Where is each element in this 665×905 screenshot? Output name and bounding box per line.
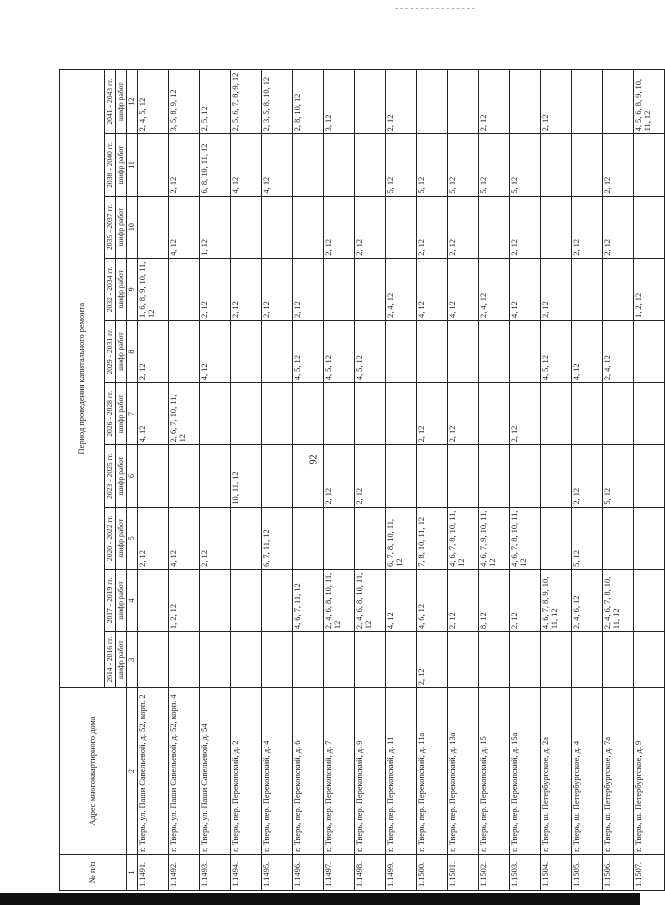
work-code-cell	[324, 507, 355, 569]
address-cell: г. Тверь, ул. Паши Савельевой, д. 52, корп. 4	[169, 688, 200, 855]
period-header: 2032 - 2034 гг.	[105, 258, 116, 320]
work-code-cell	[634, 134, 665, 196]
work-code-cell: 2, 12	[541, 258, 572, 320]
work-code-cell	[634, 569, 665, 631]
work-code-cell	[479, 445, 510, 507]
work-code-cell: 4, 6, 7, 8, 10, 11, 12	[510, 507, 541, 569]
address-cell: г. Тверь, пер. Перекопский, д. 9	[355, 688, 386, 855]
address-cell: г. Тверь, пер. Перекопский, д. 2	[231, 688, 262, 855]
column-number: 5	[127, 507, 138, 569]
column-number: 8	[127, 320, 138, 382]
work-code-cell: 4, 12	[138, 383, 169, 445]
work-code-cell	[572, 70, 603, 134]
table-row	[634, 70, 665, 891]
period-header: 2020 - 2022 гг.	[105, 507, 116, 569]
work-code-cell: 2, 12	[324, 196, 355, 258]
column-number: 6	[127, 445, 138, 507]
work-code-cell	[386, 196, 417, 258]
period-header: 2014 - 2016 гг.	[105, 632, 116, 688]
work-code-cell: 4, 12	[417, 258, 448, 320]
work-code-cell	[293, 632, 324, 688]
work-code-cell	[262, 320, 293, 382]
work-code-cell: 5, 12	[479, 134, 510, 196]
work-code-cell: 2, 12	[572, 196, 603, 258]
row-number: 1.1491.	[138, 854, 169, 890]
work-code-cell	[262, 445, 293, 507]
row-number: 1.1506.	[603, 854, 634, 890]
work-code-header: шифр работ	[116, 383, 127, 445]
row-number: 1.1497.	[324, 854, 355, 890]
work-code-cell	[448, 320, 479, 382]
work-code-cell: 2, 12	[448, 383, 479, 445]
work-code-cell	[355, 507, 386, 569]
address-cell: г. Тверь, ул. Паши Савельевой, д. 52, корп. 2	[138, 688, 169, 855]
work-code-cell: 5, 12	[386, 134, 417, 196]
work-code-cell	[169, 445, 200, 507]
address-cell: г. Тверь, ш. Петербургское, д. 7а	[603, 688, 634, 855]
address-cell: г. Тверь, пер. Перекопский, д. 13а	[448, 688, 479, 855]
work-code-cell: 2, 4, 6, 8, 10, 11, 12	[324, 569, 355, 631]
address-cell: г. Тверь, пер. Перекопский, д. 4	[262, 688, 293, 855]
work-code-cell: 2, 12	[231, 258, 262, 320]
work-code-cell: 4, 12	[448, 258, 479, 320]
work-code-cell	[262, 383, 293, 445]
work-code-cell	[355, 258, 386, 320]
work-code-cell: 4, 12	[231, 134, 262, 196]
column-number: 3	[127, 632, 138, 688]
period-group-header: Период проведения капитального ремонта	[60, 70, 105, 688]
work-code-cell	[231, 632, 262, 688]
table-row	[417, 70, 448, 891]
work-code-cell: 2, 12	[293, 258, 324, 320]
work-code-cell: 4, 6, 7, 9, 10, 11, 12	[479, 507, 510, 569]
work-code-cell: 4, 5, 12	[541, 320, 572, 382]
work-code-cell	[324, 258, 355, 320]
work-code-cell: 4, 5, 12	[324, 320, 355, 382]
row-number: 1.1495.	[262, 854, 293, 890]
column-number: 11	[127, 134, 138, 196]
table-row	[603, 70, 634, 891]
address-cell: г. Тверь, ш. Петербургское, д. 2а	[541, 688, 572, 855]
work-code-cell	[138, 196, 169, 258]
work-code-cell: 2, 4, 6, 8, 10, 11, 12	[355, 569, 386, 631]
work-code-cell: 2, 12	[200, 258, 231, 320]
work-code-cell: 2, 12	[541, 70, 572, 134]
row-number: 1.1496.	[293, 854, 324, 890]
work-code-cell	[138, 445, 169, 507]
work-code-cell	[479, 196, 510, 258]
work-code-cell	[231, 196, 262, 258]
row-number: 1.1499.	[386, 854, 417, 890]
row-number: 1.1502.	[479, 854, 510, 890]
work-code-cell	[541, 445, 572, 507]
work-code-cell: 4, 12	[510, 258, 541, 320]
table-row	[479, 70, 510, 891]
work-code-cell: 2, 8, 10, 12	[293, 70, 324, 134]
work-code-cell: 4, 6, 7, 8, 9, 10, 11, 12	[541, 569, 572, 631]
work-code-cell	[262, 569, 293, 631]
work-code-cell	[324, 134, 355, 196]
work-code-header: шифр работ	[116, 569, 127, 631]
work-code-cell: 2, 12	[479, 70, 510, 134]
work-code-cell	[603, 383, 634, 445]
work-code-cell	[262, 196, 293, 258]
scan-edge-shadow	[0, 893, 640, 905]
work-code-cell: 6, 7, 8, 10, 11, 12	[386, 507, 417, 569]
work-code-cell: 4, 6, 7, 8, 10, 11, 12	[448, 507, 479, 569]
work-code-cell: 2, 4, 12	[479, 258, 510, 320]
address-cell: г. Тверь, пер. Перекопский, д. 15	[479, 688, 510, 855]
work-code-cell	[386, 632, 417, 688]
period-header: 2041 - 2043 гг.	[105, 70, 116, 134]
work-code-header: шифр работ	[116, 196, 127, 258]
column-number: 9	[127, 258, 138, 320]
work-code-cell: 2, 12	[417, 632, 448, 688]
work-code-cell	[603, 632, 634, 688]
work-code-cell: 2, 12	[355, 445, 386, 507]
work-code-cell	[293, 445, 324, 507]
period-header: 2035 - 2037 гг.	[105, 196, 116, 258]
work-code-cell: 5, 12	[510, 134, 541, 196]
row-number: 1.1504.	[541, 854, 572, 890]
work-code-cell	[138, 134, 169, 196]
table-row	[510, 70, 541, 891]
work-code-cell	[293, 196, 324, 258]
work-code-cell: 2, 12	[386, 70, 417, 134]
work-code-header: шифр работ	[116, 632, 127, 688]
work-code-cell: 1, 2, 12	[634, 258, 665, 320]
work-code-cell: 4, 5, 12	[355, 320, 386, 382]
work-code-cell: 4, 12	[200, 320, 231, 382]
work-code-cell: 7, 8, 10, 11, 12	[417, 507, 448, 569]
work-code-cell	[510, 70, 541, 134]
work-code-cell	[169, 320, 200, 382]
work-code-cell	[169, 258, 200, 320]
work-code-cell	[293, 507, 324, 569]
work-code-cell: 2, 12	[510, 383, 541, 445]
row-number: 1.1494.	[231, 854, 262, 890]
work-code-cell	[479, 320, 510, 382]
work-code-cell	[510, 320, 541, 382]
work-code-cell: 4, 12	[572, 320, 603, 382]
work-code-cell	[510, 445, 541, 507]
work-code-cell	[200, 383, 231, 445]
work-code-cell	[355, 134, 386, 196]
address-cell: г. Тверь, пер. Перекопский, д. 11а	[417, 688, 448, 855]
column-number: 1	[127, 854, 138, 890]
work-code-cell	[541, 632, 572, 688]
work-code-cell	[138, 569, 169, 631]
work-code-cell: 5, 12	[417, 134, 448, 196]
work-code-cell: 2, 4, 6, 7, 8, 10, 11, 12	[603, 569, 634, 631]
work-code-cell	[231, 569, 262, 631]
work-code-header: шифр работ	[116, 445, 127, 507]
num-column-header: № п/п	[60, 854, 127, 890]
work-code-cell: 2, 4, 12	[603, 320, 634, 382]
work-code-cell	[634, 320, 665, 382]
work-code-cell: 2, 12	[138, 320, 169, 382]
work-code-cell	[293, 134, 324, 196]
table-row	[231, 70, 262, 891]
work-code-cell	[634, 632, 665, 688]
work-code-cell: 10, 11, 12	[231, 445, 262, 507]
table-row	[200, 70, 231, 891]
work-code-cell: 2, 12	[138, 507, 169, 569]
work-code-cell	[541, 134, 572, 196]
work-code-cell: 2, 12	[448, 196, 479, 258]
work-code-cell	[603, 507, 634, 569]
work-code-cell: 2, 5, 12	[200, 70, 231, 134]
work-code-cell	[293, 383, 324, 445]
work-code-cell	[169, 632, 200, 688]
table-row	[169, 70, 200, 891]
work-code-cell: 5, 12	[572, 507, 603, 569]
work-code-header: шифр работ	[116, 70, 127, 134]
column-number: 7	[127, 383, 138, 445]
work-code-cell	[200, 569, 231, 631]
column-number: 12	[127, 70, 138, 134]
work-code-cell	[479, 383, 510, 445]
table-row	[572, 70, 603, 891]
work-code-cell	[355, 383, 386, 445]
column-numbers-row	[127, 70, 138, 891]
capital-repair-schedule-table	[59, 69, 665, 891]
work-code-cell: 4, 6, 7, 11, 12	[293, 569, 324, 631]
period-header: 2026 - 2028 гг.	[105, 383, 116, 445]
row-number: 1.1505.	[572, 854, 603, 890]
table-row	[293, 70, 324, 891]
work-code-cell: 2, 12	[603, 134, 634, 196]
row-number: 1.1492.	[169, 854, 200, 890]
work-code-cell	[231, 507, 262, 569]
work-code-cell	[448, 70, 479, 134]
work-code-cell: 2, 12	[603, 196, 634, 258]
work-code-cell	[386, 383, 417, 445]
work-code-cell: 1, 6, 8, 9, 10, 11, 12	[138, 258, 169, 320]
work-code-cell	[417, 320, 448, 382]
work-code-cell	[603, 258, 634, 320]
table-header	[60, 70, 138, 891]
table-body	[138, 70, 665, 891]
work-code-cell: 3, 12	[324, 70, 355, 134]
period-header: 2029 - 2031 гг.	[105, 320, 116, 382]
work-code-cell	[541, 383, 572, 445]
work-code-cell	[572, 258, 603, 320]
table-row	[324, 70, 355, 891]
row-number: 1.1493.	[200, 854, 231, 890]
work-code-cell: 2, 12	[572, 445, 603, 507]
row-number: 1.1507.	[634, 854, 665, 890]
work-code-cell: 4, 12	[169, 507, 200, 569]
work-code-cell	[417, 70, 448, 134]
period-header: 2023 - 2025 гг.	[105, 445, 116, 507]
work-code-cell	[386, 320, 417, 382]
work-code-cell	[541, 507, 572, 569]
table-row	[386, 70, 417, 891]
column-number: 10	[127, 196, 138, 258]
work-code-cell: 4, 5, 6, 8, 9, 10, 11, 12	[634, 70, 665, 134]
work-code-cell: 6, 7, 11, 12	[262, 507, 293, 569]
work-code-cell: 2, 12	[169, 134, 200, 196]
work-code-cell	[324, 632, 355, 688]
work-code-cell: 2, 3, 5, 8, 10, 12	[262, 70, 293, 134]
work-code-cell: 2, 12	[355, 196, 386, 258]
work-code-cell: 1, 2, 12	[169, 569, 200, 631]
capital-repair-table-sheet	[59, 69, 653, 891]
work-code-cell: 2, 4, 5, 12	[138, 70, 169, 134]
work-code-header: шифр работ	[116, 258, 127, 320]
work-code-cell: 5, 12	[448, 134, 479, 196]
work-code-cell: 4, 12	[262, 134, 293, 196]
table-row	[138, 70, 169, 891]
work-code-cell: 2, 6, 7, 10, 11, 12	[169, 383, 200, 445]
work-code-cell	[634, 383, 665, 445]
work-code-cell	[572, 134, 603, 196]
row-number: 1.1501.	[448, 854, 479, 890]
column-number: 4	[127, 569, 138, 631]
work-code-cell	[355, 632, 386, 688]
work-code-header: шифр работ	[116, 134, 127, 196]
work-code-cell: 4, 12	[169, 196, 200, 258]
work-code-cell	[355, 70, 386, 134]
work-code-cell	[231, 320, 262, 382]
work-code-cell	[200, 445, 231, 507]
work-code-cell	[572, 632, 603, 688]
work-code-cell: 2, 4, 12	[386, 258, 417, 320]
work-code-cell: 3, 5, 8, 9, 12	[169, 70, 200, 134]
work-code-cell: 2, 12	[417, 196, 448, 258]
row-number: 1.1500.	[417, 854, 448, 890]
work-code-cell: 2, 4, 6, 12	[572, 569, 603, 631]
table-row	[541, 70, 572, 891]
period-header: 2038 - 2040 гг.	[105, 134, 116, 196]
table-row	[262, 70, 293, 891]
page-number: 92	[308, 454, 320, 465]
work-code-cell: 2, 12	[510, 196, 541, 258]
work-code-cell	[479, 632, 510, 688]
address-cell: г. Тверь, пер. Перекопский, д. 15а	[510, 688, 541, 855]
address-column-header: Адрес многоквартирного дома	[60, 688, 127, 855]
work-code-cell: 4, 5, 12	[293, 320, 324, 382]
work-code-cell	[200, 632, 231, 688]
work-code-cell	[138, 632, 169, 688]
work-code-cell: 1, 12	[200, 196, 231, 258]
work-code-cell	[603, 70, 634, 134]
work-code-cell	[510, 632, 541, 688]
address-cell: г. Тверь, пер. Перекопский, д. 7	[324, 688, 355, 855]
work-code-cell: 4, 6, 12	[417, 569, 448, 631]
work-code-cell: 2, 12	[200, 507, 231, 569]
work-code-header: шифр работ	[116, 507, 127, 569]
work-code-cell	[231, 383, 262, 445]
work-code-cell: 4, 12	[386, 569, 417, 631]
work-code-cell: 2, 12	[448, 569, 479, 631]
row-number: 1.1503.	[510, 854, 541, 890]
address-cell: г. Тверь, пер. Перекопский, д. 6	[293, 688, 324, 855]
work-code-cell	[634, 445, 665, 507]
work-code-cell	[634, 507, 665, 569]
work-code-cell: 5, 12	[603, 445, 634, 507]
work-code-cell: 2, 5, 6, 7, 8, 9, 12	[231, 70, 262, 134]
work-code-cell	[572, 383, 603, 445]
scan-artifact	[395, 8, 475, 10]
address-cell: г. Тверь, ул. Паши Савельевой, д. 54	[200, 688, 231, 855]
work-code-cell	[417, 445, 448, 507]
table-row	[355, 70, 386, 891]
address-cell: г. Тверь, пер. Перекопский, д. 11	[386, 688, 417, 855]
work-code-header: шифр работ	[116, 320, 127, 382]
column-number: 2	[127, 688, 138, 855]
work-code-cell	[324, 383, 355, 445]
work-code-cell	[634, 196, 665, 258]
period-header: 2017 - 2019 гг.	[105, 569, 116, 631]
work-code-cell: 2, 12	[324, 445, 355, 507]
work-code-cell: 6, 8, 10, 11, 12	[200, 134, 231, 196]
work-code-cell	[541, 196, 572, 258]
work-code-cell	[386, 445, 417, 507]
table-row	[448, 70, 479, 891]
work-code-cell	[448, 445, 479, 507]
work-code-cell: 2, 12	[510, 569, 541, 631]
address-cell: г. Тверь, ш. Петербургское, д. 4	[572, 688, 603, 855]
address-cell: г. Тверь, ш. Петербургское, д. 9	[634, 688, 665, 855]
work-code-cell: 8, 12	[479, 569, 510, 631]
row-number: 1.1498.	[355, 854, 386, 890]
work-code-cell	[262, 632, 293, 688]
work-code-cell: 2, 12	[417, 383, 448, 445]
work-code-cell: 2, 12	[262, 258, 293, 320]
work-code-cell	[448, 632, 479, 688]
